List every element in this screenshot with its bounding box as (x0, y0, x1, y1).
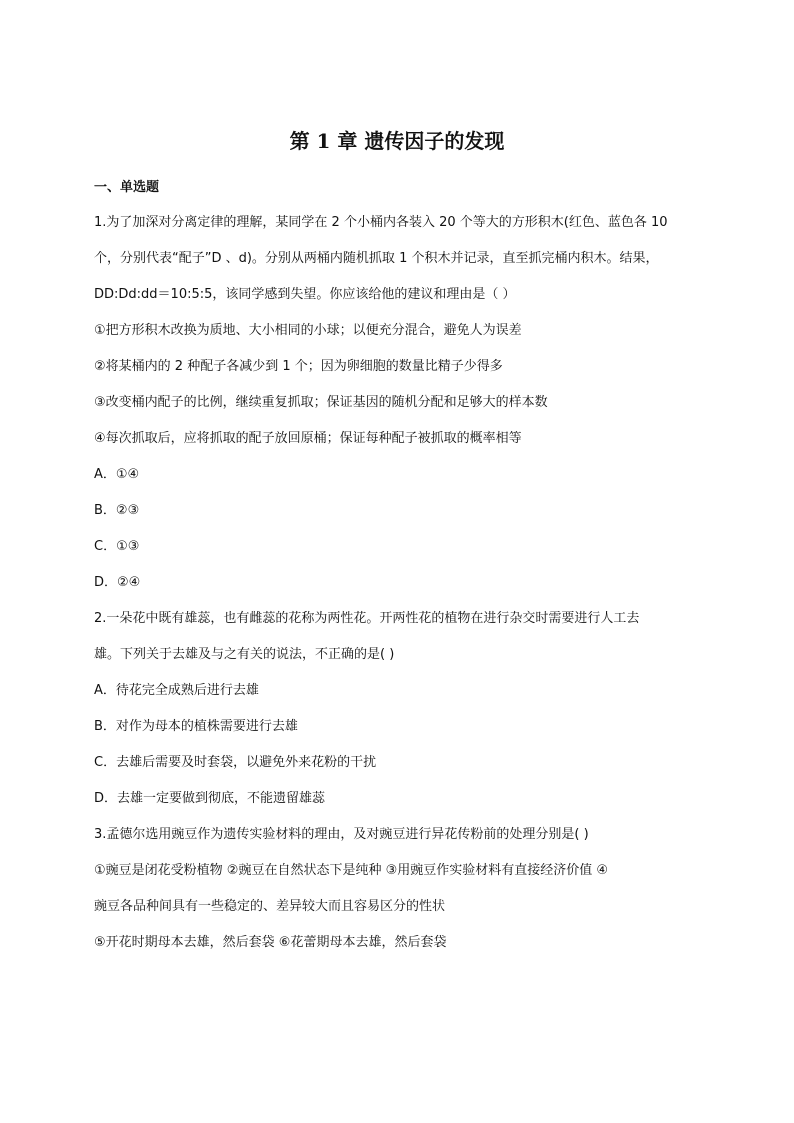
question-1-stem-line-3: DD:Dd:dd＝10:5:5，该同学感到失望。你应该给他的建议和理由是（ ） (94, 287, 516, 302)
question-1-option-c: C．①③ (94, 539, 140, 554)
question-1-statement-3: ③改变桶内配子的比例，继续重复抓取；保证基因的随机分配和足够大的样本数 (94, 395, 548, 410)
question-2-option-a: A．待花完全成熟后进行去雄 (94, 683, 259, 698)
question-2-option-d: D．去雄一定要做到彻底，不能遗留雄蕊 (94, 791, 326, 806)
section-heading: 一、单选题 (94, 180, 160, 195)
question-1-statement-1: ①把方形积木改换为质地、大小相同的小球；以便充分混合，避免人为误差 (94, 323, 522, 338)
question-1-option-d: D．②④ (94, 575, 141, 590)
question-3-stem: 3.孟德尔选用豌豆作为遗传实验材料的理由，及对豌豆进行异花传粉前的处理分别是( ) (94, 827, 589, 842)
question-3-statements-line-2: 豌豆各品种间具有一些稳定的、差异较大而且容易区分的性状 (94, 899, 446, 914)
question-1-option-a: A．①④ (94, 467, 140, 482)
question-1-stem-line-1: 1.为了加深对分离定律的理解，某同学在 2 个小桶内各装入 20 个等大的方形积木(红色、蓝色各 10 (94, 215, 668, 230)
question-1-statement-4: ④每次抓取后，应将抓取的配子放回原桶；保证每种配子被抓取的概率相等 (94, 431, 522, 446)
document-title: 第 1 章 遗传因子的发现 (289, 129, 505, 153)
question-2-stem-line-1: 2.一朵花中既有雄蕊，也有雌蕊的花称为两性花。开两性花的植物在进行杂交时需要进行人工去 (94, 611, 640, 626)
question-2-option-c: C．去雄后需要及时套袋，以避免外来花粉的干扰 (94, 755, 377, 770)
question-2-option-b: B．对作为母本的植株需要进行去雄 (94, 719, 298, 734)
question-3-statements-line-1: ①豌豆是闭花受粉植物 ②豌豆在自然状态下是纯种 ③用豌豆作实验材料有直接经济价值 ④ (94, 863, 609, 878)
question-3-statements-line-3: ⑤开花时期母本去雄，然后套袋 ⑥花蕾期母本去雄，然后套袋 (94, 935, 447, 950)
question-1-option-b: B．②③ (94, 503, 140, 518)
question-2-stem-line-2: 雄。下列关于去雄及与之有关的说法，不正确的是( ) (94, 647, 395, 662)
question-1-stem-line-2: 个，分别代表“配子”D 、d)。分别从两桶内随机抓取 1 个积木并记录，直至抓完桶内积木。结果， (94, 251, 659, 266)
question-1-statement-2: ②将某桶内的 2 种配子各减少到 1 个；因为卵细胞的数量比精子少得多 (94, 359, 503, 374)
